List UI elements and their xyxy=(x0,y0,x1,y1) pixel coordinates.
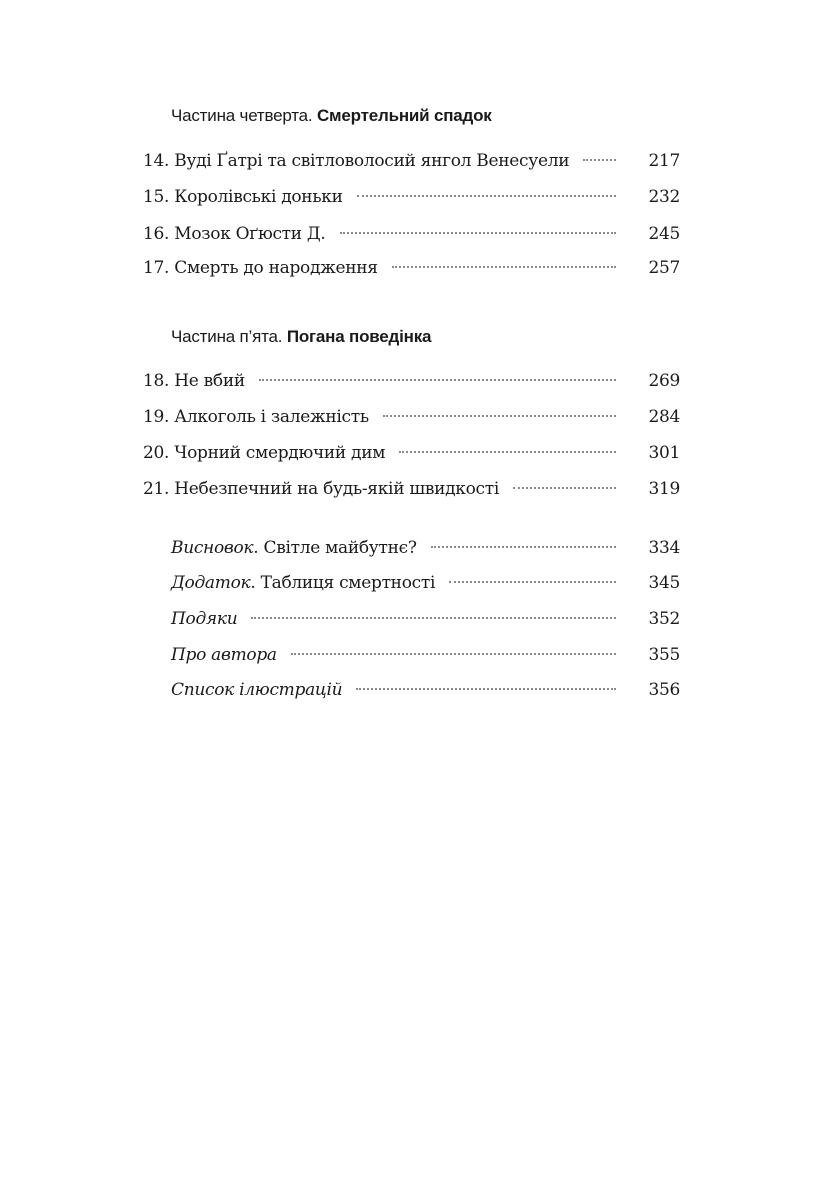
entry-number: 14. xyxy=(143,151,170,171)
toc-entry-19[interactable] xyxy=(143,407,680,433)
entry-title: Королівські доньки xyxy=(174,187,343,207)
toc-entry-21[interactable] xyxy=(143,479,680,505)
page-number: 217 xyxy=(648,151,680,171)
page-number: 257 xyxy=(648,258,680,278)
entry-title: Вуді Ґатрі та світловолосий янгол Венесуели xyxy=(174,151,570,171)
toc-entry-about-author[interactable] xyxy=(171,645,680,671)
entry-text xyxy=(143,443,385,463)
entry-number: 15. xyxy=(143,187,170,207)
entry-text xyxy=(143,371,245,391)
page-number: 356 xyxy=(648,680,680,700)
page-number: 284 xyxy=(648,407,680,427)
dot-leader xyxy=(392,265,617,268)
dot-leader xyxy=(449,580,616,583)
entry-text xyxy=(143,151,569,171)
page-number: 319 xyxy=(648,479,680,499)
part-label: Частина п’ята. xyxy=(171,327,283,346)
dot-leader xyxy=(513,486,616,489)
part-label: Частина четверта. xyxy=(171,106,313,125)
toc-entry-15[interactable] xyxy=(143,187,680,213)
dot-leader xyxy=(340,231,617,234)
page-number: 355 xyxy=(648,645,680,665)
entry-italic: Про автора xyxy=(171,645,277,665)
entry-text xyxy=(171,573,435,593)
page-number: 245 xyxy=(648,224,680,244)
dot-leader xyxy=(399,450,616,453)
entry-text xyxy=(143,187,343,207)
toc-entry-appendix[interactable] xyxy=(171,573,680,599)
entry-title: Мозок Оґюсти Д. xyxy=(174,224,326,244)
page-number: 352 xyxy=(648,609,680,629)
entry-number: 16. xyxy=(143,224,170,244)
entry-italic: Додаток xyxy=(171,573,251,593)
entry-number: 18. xyxy=(143,371,170,391)
toc-entry-17[interactable] xyxy=(143,258,680,284)
entry-italic: Висновок xyxy=(171,538,254,558)
page-number: 301 xyxy=(648,443,680,463)
entry-text xyxy=(143,258,378,278)
entry-text xyxy=(143,224,326,244)
entry-title: Чорний смердючий дим xyxy=(174,443,386,463)
dot-leader xyxy=(383,414,617,417)
entry-text xyxy=(143,479,499,499)
entry-title: Не вбий xyxy=(174,371,245,391)
dot-leader xyxy=(357,194,617,197)
toc-entry-acknowledgements[interactable] xyxy=(171,609,680,635)
part-heading-four xyxy=(171,106,492,126)
entry-rest: . Світле майбутнє? xyxy=(253,538,417,558)
dot-leader xyxy=(583,158,616,161)
toc-entry-20[interactable] xyxy=(143,443,680,469)
dot-leader xyxy=(259,378,617,381)
toc-entry-conclusion[interactable] xyxy=(171,538,680,564)
toc-entry-illustrations[interactable] xyxy=(171,680,680,706)
entry-rest: . Таблиця смертності xyxy=(250,573,436,593)
toc-entry-14[interactable] xyxy=(143,151,680,177)
part-title: Смертельний спадок xyxy=(316,106,492,125)
dot-leader xyxy=(356,687,616,690)
entry-italic: Подяки xyxy=(171,609,238,629)
part-heading-five xyxy=(171,327,431,347)
entry-text xyxy=(171,609,237,629)
entry-text xyxy=(171,680,342,700)
entry-number: 20. xyxy=(143,443,170,463)
page-number: 345 xyxy=(648,573,680,593)
entry-number: 19. xyxy=(143,407,170,427)
entry-title: Смерть до народження xyxy=(174,258,378,278)
entry-text xyxy=(171,645,277,665)
toc-entry-18[interactable] xyxy=(143,371,680,397)
dot-leader xyxy=(251,616,616,619)
dot-leader xyxy=(431,545,617,548)
page-number: 269 xyxy=(648,371,680,391)
entry-text xyxy=(171,538,417,558)
entry-italic: Список ілюстрацій xyxy=(171,680,343,700)
toc-entry-16[interactable] xyxy=(143,224,680,250)
dot-leader xyxy=(291,652,617,655)
page-number: 232 xyxy=(648,187,680,207)
page-number: 334 xyxy=(648,538,680,558)
entry-number: 17. xyxy=(143,258,170,278)
entry-title: Небезпечний на будь-якій швидкості xyxy=(174,479,500,499)
entry-title: Алкоголь і залежність xyxy=(174,407,369,427)
part-title: Погана поведінка xyxy=(286,327,432,346)
entry-number: 21. xyxy=(143,479,170,499)
entry-text xyxy=(143,407,369,427)
